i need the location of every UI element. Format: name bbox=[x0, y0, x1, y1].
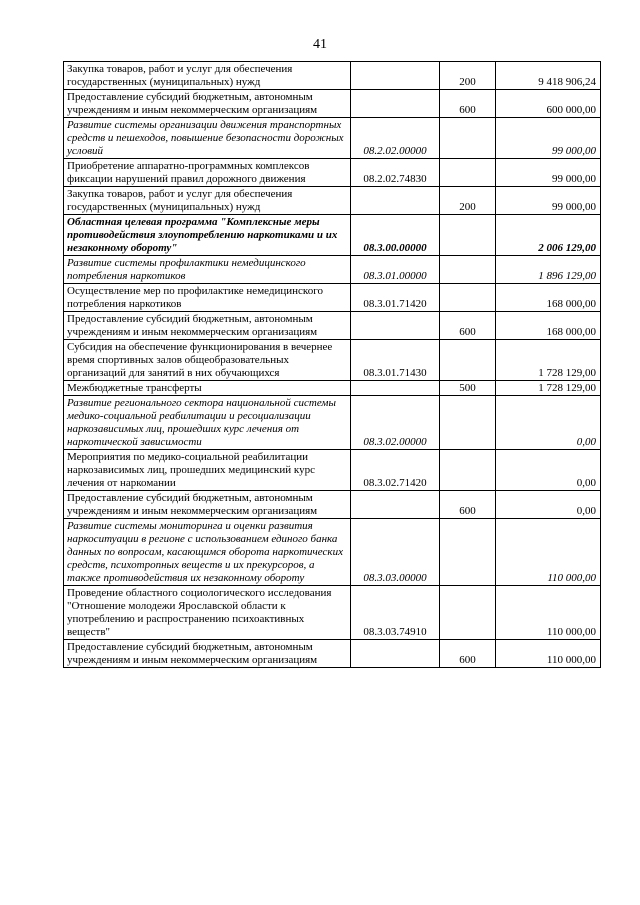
table-row bbox=[64, 284, 601, 312]
row-name: Межбюджетные трансферты bbox=[64, 381, 351, 396]
row-name: Закупка товаров, работ и услуг для обеспечения государственных (муниципальных) нужд bbox=[64, 187, 351, 215]
row-code bbox=[351, 640, 440, 668]
row-name: Областная целевая программа "Комплексные меры противодействия злоупотреблению наркотиками и их незаконному обороту" bbox=[64, 215, 351, 256]
table-row bbox=[64, 312, 601, 340]
table-row bbox=[64, 396, 601, 450]
row-code: 08.3.02.71420 bbox=[351, 450, 440, 491]
budget-table bbox=[63, 61, 601, 668]
row-expense-type bbox=[440, 586, 496, 640]
row-sum: 2 006 129,00 bbox=[496, 215, 601, 256]
budget-table-body bbox=[64, 62, 601, 668]
table-row bbox=[64, 62, 601, 90]
row-sum: 600 000,00 bbox=[496, 90, 601, 118]
row-expense-type: 600 bbox=[440, 491, 496, 519]
row-expense-type bbox=[440, 396, 496, 450]
row-expense-type bbox=[440, 450, 496, 491]
row-expense-type bbox=[440, 215, 496, 256]
row-sum: 0,00 bbox=[496, 491, 601, 519]
table-row bbox=[64, 215, 601, 256]
row-name: Субсидия на обеспечение функционирования в вечернее время спортивных залов общеобразовательных организаций для занятий в них обучающихся bbox=[64, 340, 351, 381]
row-sum: 1 728 129,00 bbox=[496, 340, 601, 381]
row-expense-type: 600 bbox=[440, 640, 496, 668]
row-sum: 99 000,00 bbox=[496, 187, 601, 215]
table-row bbox=[64, 256, 601, 284]
row-name: Предоставление субсидий бюджетным, автономным учреждениям и иным некоммерческим организациям bbox=[64, 90, 351, 118]
row-expense-type: 200 bbox=[440, 62, 496, 90]
row-name: Осуществление мер по профилактике немедицинского потребления наркотиков bbox=[64, 284, 351, 312]
table-row bbox=[64, 640, 601, 668]
table-row bbox=[64, 187, 601, 215]
row-name: Развитие системы организации движения транспортных средств и пешеходов, повышение безопасности дорожных условий bbox=[64, 118, 351, 159]
row-code: 08.3.01.71420 bbox=[351, 284, 440, 312]
row-name: Предоставление субсидий бюджетным, автономным учреждениям и иным некоммерческим организациям bbox=[64, 491, 351, 519]
row-name: Предоставление субсидий бюджетным, автономным учреждениям и иным некоммерческим организациям bbox=[64, 312, 351, 340]
row-expense-type: 600 bbox=[440, 312, 496, 340]
row-code: 08.3.01.71430 bbox=[351, 340, 440, 381]
row-sum: 1 896 129,00 bbox=[496, 256, 601, 284]
row-expense-type bbox=[440, 284, 496, 312]
row-sum: 168 000,00 bbox=[496, 284, 601, 312]
row-name: Развитие системы профилактики немедицинского потребления наркотиков bbox=[64, 256, 351, 284]
row-expense-type bbox=[440, 159, 496, 187]
row-code: 08.3.02.00000 bbox=[351, 396, 440, 450]
row-name: Предоставление субсидий бюджетным, автономным учреждениям и иным некоммерческим организациям bbox=[64, 640, 351, 668]
row-name: Развитие регионального сектора национальной системы медико-социальной реабилитации и ресоциализации наркозависимых лиц, прошедших курс лечения от наркотической зависимости bbox=[64, 396, 351, 450]
table-row bbox=[64, 159, 601, 187]
row-code bbox=[351, 491, 440, 519]
row-sum: 9 418 906,24 bbox=[496, 62, 601, 90]
row-code: 08.2.02.00000 bbox=[351, 118, 440, 159]
row-code bbox=[351, 312, 440, 340]
table-row bbox=[64, 381, 601, 396]
row-code bbox=[351, 187, 440, 215]
row-name: Приобретение аппаратно-программных комплексов фиксации нарушений правил дорожного движения bbox=[64, 159, 351, 187]
row-expense-type: 600 bbox=[440, 90, 496, 118]
row-sum: 99 000,00 bbox=[496, 118, 601, 159]
row-name: Развитие системы мониторинга и оценки развития наркоситуации в регионе с использованием единого банка данных по вопросам, касающимся оборота наркотических средств, психотропных веществ и их прекурсоров, а также противодействия их незаконному обороту bbox=[64, 519, 351, 586]
row-name: Закупка товаров, работ и услуг для обеспечения государственных (муниципальных) нужд bbox=[64, 62, 351, 90]
row-code: 08.3.03.00000 bbox=[351, 519, 440, 586]
table-row bbox=[64, 90, 601, 118]
row-expense-type bbox=[440, 256, 496, 284]
row-code: 08.3.03.74910 bbox=[351, 586, 440, 640]
table-row bbox=[64, 340, 601, 381]
row-code: 08.3.00.00000 bbox=[351, 215, 440, 256]
table-row bbox=[64, 491, 601, 519]
row-sum: 1 728 129,00 bbox=[496, 381, 601, 396]
table-row bbox=[64, 450, 601, 491]
row-expense-type bbox=[440, 519, 496, 586]
table-row bbox=[64, 519, 601, 586]
row-sum: 99 000,00 bbox=[496, 159, 601, 187]
row-name: Мероприятия по медико-социальной реабилитации наркозависимых лиц, прошедших медицинский курс лечения от наркомании bbox=[64, 450, 351, 491]
row-name: Проведение областного социологического исследования "Отношение молодежи Ярославской области к употреблению и распространению психоактивных веществ" bbox=[64, 586, 351, 640]
row-sum: 0,00 bbox=[496, 396, 601, 450]
table-row bbox=[64, 586, 601, 640]
row-code: 08.3.01.00000 bbox=[351, 256, 440, 284]
row-expense-type: 500 bbox=[440, 381, 496, 396]
table-row bbox=[64, 118, 601, 159]
row-expense-type bbox=[440, 118, 496, 159]
row-expense-type: 200 bbox=[440, 187, 496, 215]
row-code bbox=[351, 90, 440, 118]
row-sum: 110 000,00 bbox=[496, 640, 601, 668]
row-sum: 0,00 bbox=[496, 450, 601, 491]
row-sum: 168 000,00 bbox=[496, 312, 601, 340]
row-code bbox=[351, 62, 440, 90]
row-code: 08.2.02.74830 bbox=[351, 159, 440, 187]
row-sum: 110 000,00 bbox=[496, 519, 601, 586]
row-code bbox=[351, 381, 440, 396]
page-number: 41 bbox=[313, 37, 327, 52]
row-expense-type bbox=[440, 340, 496, 381]
row-sum: 110 000,00 bbox=[496, 586, 601, 640]
